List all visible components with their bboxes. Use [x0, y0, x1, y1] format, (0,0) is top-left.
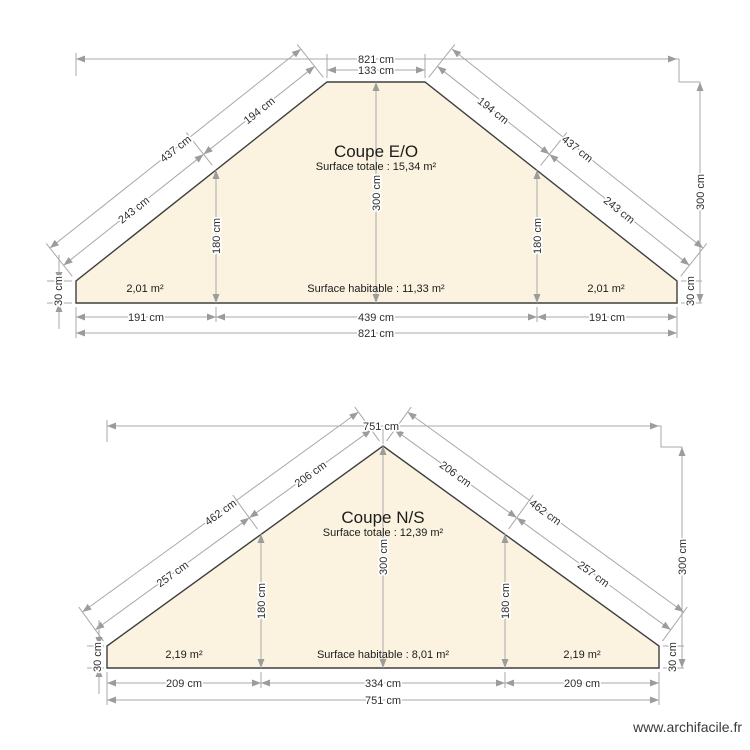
eo-dim-knee-right: 180 cm [532, 217, 544, 255]
eo-area-left: 2,01 m² [126, 283, 164, 295]
ns-dim-knee-right: 180 cm [500, 582, 512, 620]
ns-dim-bottom-right: 209 cm [563, 678, 601, 690]
eo-area-right: 2,01 m² [587, 283, 625, 295]
eo-dim-knee-left: 180 cm [211, 217, 223, 255]
eo-surface-totale: Surface totale : 15,34 m² [315, 161, 437, 173]
eo-dim-slope-upper-right: 194 cm [474, 95, 511, 127]
eo-dim-slope-lower-left: 243 cm [116, 194, 153, 227]
eo-dim-slope-lower-right: 243 cm [600, 194, 637, 227]
eo-dim-bottom-center: 439 cm [357, 312, 395, 324]
eo-dim-height-center: 300 cm [371, 174, 383, 212]
ns-area-left: 2,19 m² [165, 649, 203, 661]
eo-section-title: Coupe E/O [333, 142, 419, 161]
section-ns [79, 407, 689, 707]
ns-dim-bottom-center: 334 cm [364, 678, 402, 690]
ns-dim-bottom-left: 209 cm [165, 678, 203, 690]
ns-dim-slope-lower-right: 257 cm [574, 559, 612, 591]
ns-dim-slope-upper-right: 206 cm [436, 459, 474, 491]
eo-dim-overall-top: 821 cm [357, 54, 395, 66]
ns-surface-totale: Surface totale : 12,39 m² [322, 527, 444, 539]
eo-dim-ridge: 133 cm [357, 65, 395, 77]
ns-dim-overall-bottom: 751 cm [364, 695, 402, 707]
ns-area-right: 2,19 m² [563, 649, 601, 661]
eo-dim-bottom-right: 191 cm [588, 312, 626, 324]
ns-dim-height-center: 300 cm [378, 538, 390, 576]
eo-dim-wall-left: 30 cm [53, 276, 65, 306]
eo-dim-slope-total-right: 437 cm [559, 133, 595, 166]
ns-dim-slope-upper-left: 206 cm [292, 459, 330, 491]
eo-dim-slope-upper-left: 194 cm [241, 95, 278, 127]
ns-dim-wall-right: 30 cm [667, 642, 679, 672]
eo-dim-slope-total-left: 437 cm [158, 133, 194, 166]
archifacile-watermark: www.archifacile.fr [633, 719, 742, 735]
eo-dim-height-right: 300 cm [695, 173, 707, 211]
ns-dim-slope-total-left: 462 cm [202, 497, 240, 529]
eo-dim-wall-right: 30 cm [685, 276, 697, 306]
ns-section-title: Coupe N/S [341, 508, 425, 527]
ns-dim-slope-lower-left: 257 cm [154, 559, 192, 591]
ns-dim-knee-left: 180 cm [256, 582, 268, 620]
ns-dim-wall-left: 30 cm [92, 642, 104, 672]
eo-dim-overall-bottom: 821 cm [357, 328, 395, 340]
ns-dim-slope-total-right: 462 cm [526, 497, 564, 529]
ns-surface-habitable: Surface habitable : 8,01 m² [316, 649, 450, 661]
eo-surface-habitable: Surface habitable : 11,33 m² [307, 283, 445, 295]
ns-dim-overall-top: 751 cm [362, 421, 400, 433]
eo-dim-bottom-left: 191 cm [127, 312, 165, 324]
ns-dim-height-right: 300 cm [677, 538, 689, 576]
section-eo [46, 44, 707, 340]
